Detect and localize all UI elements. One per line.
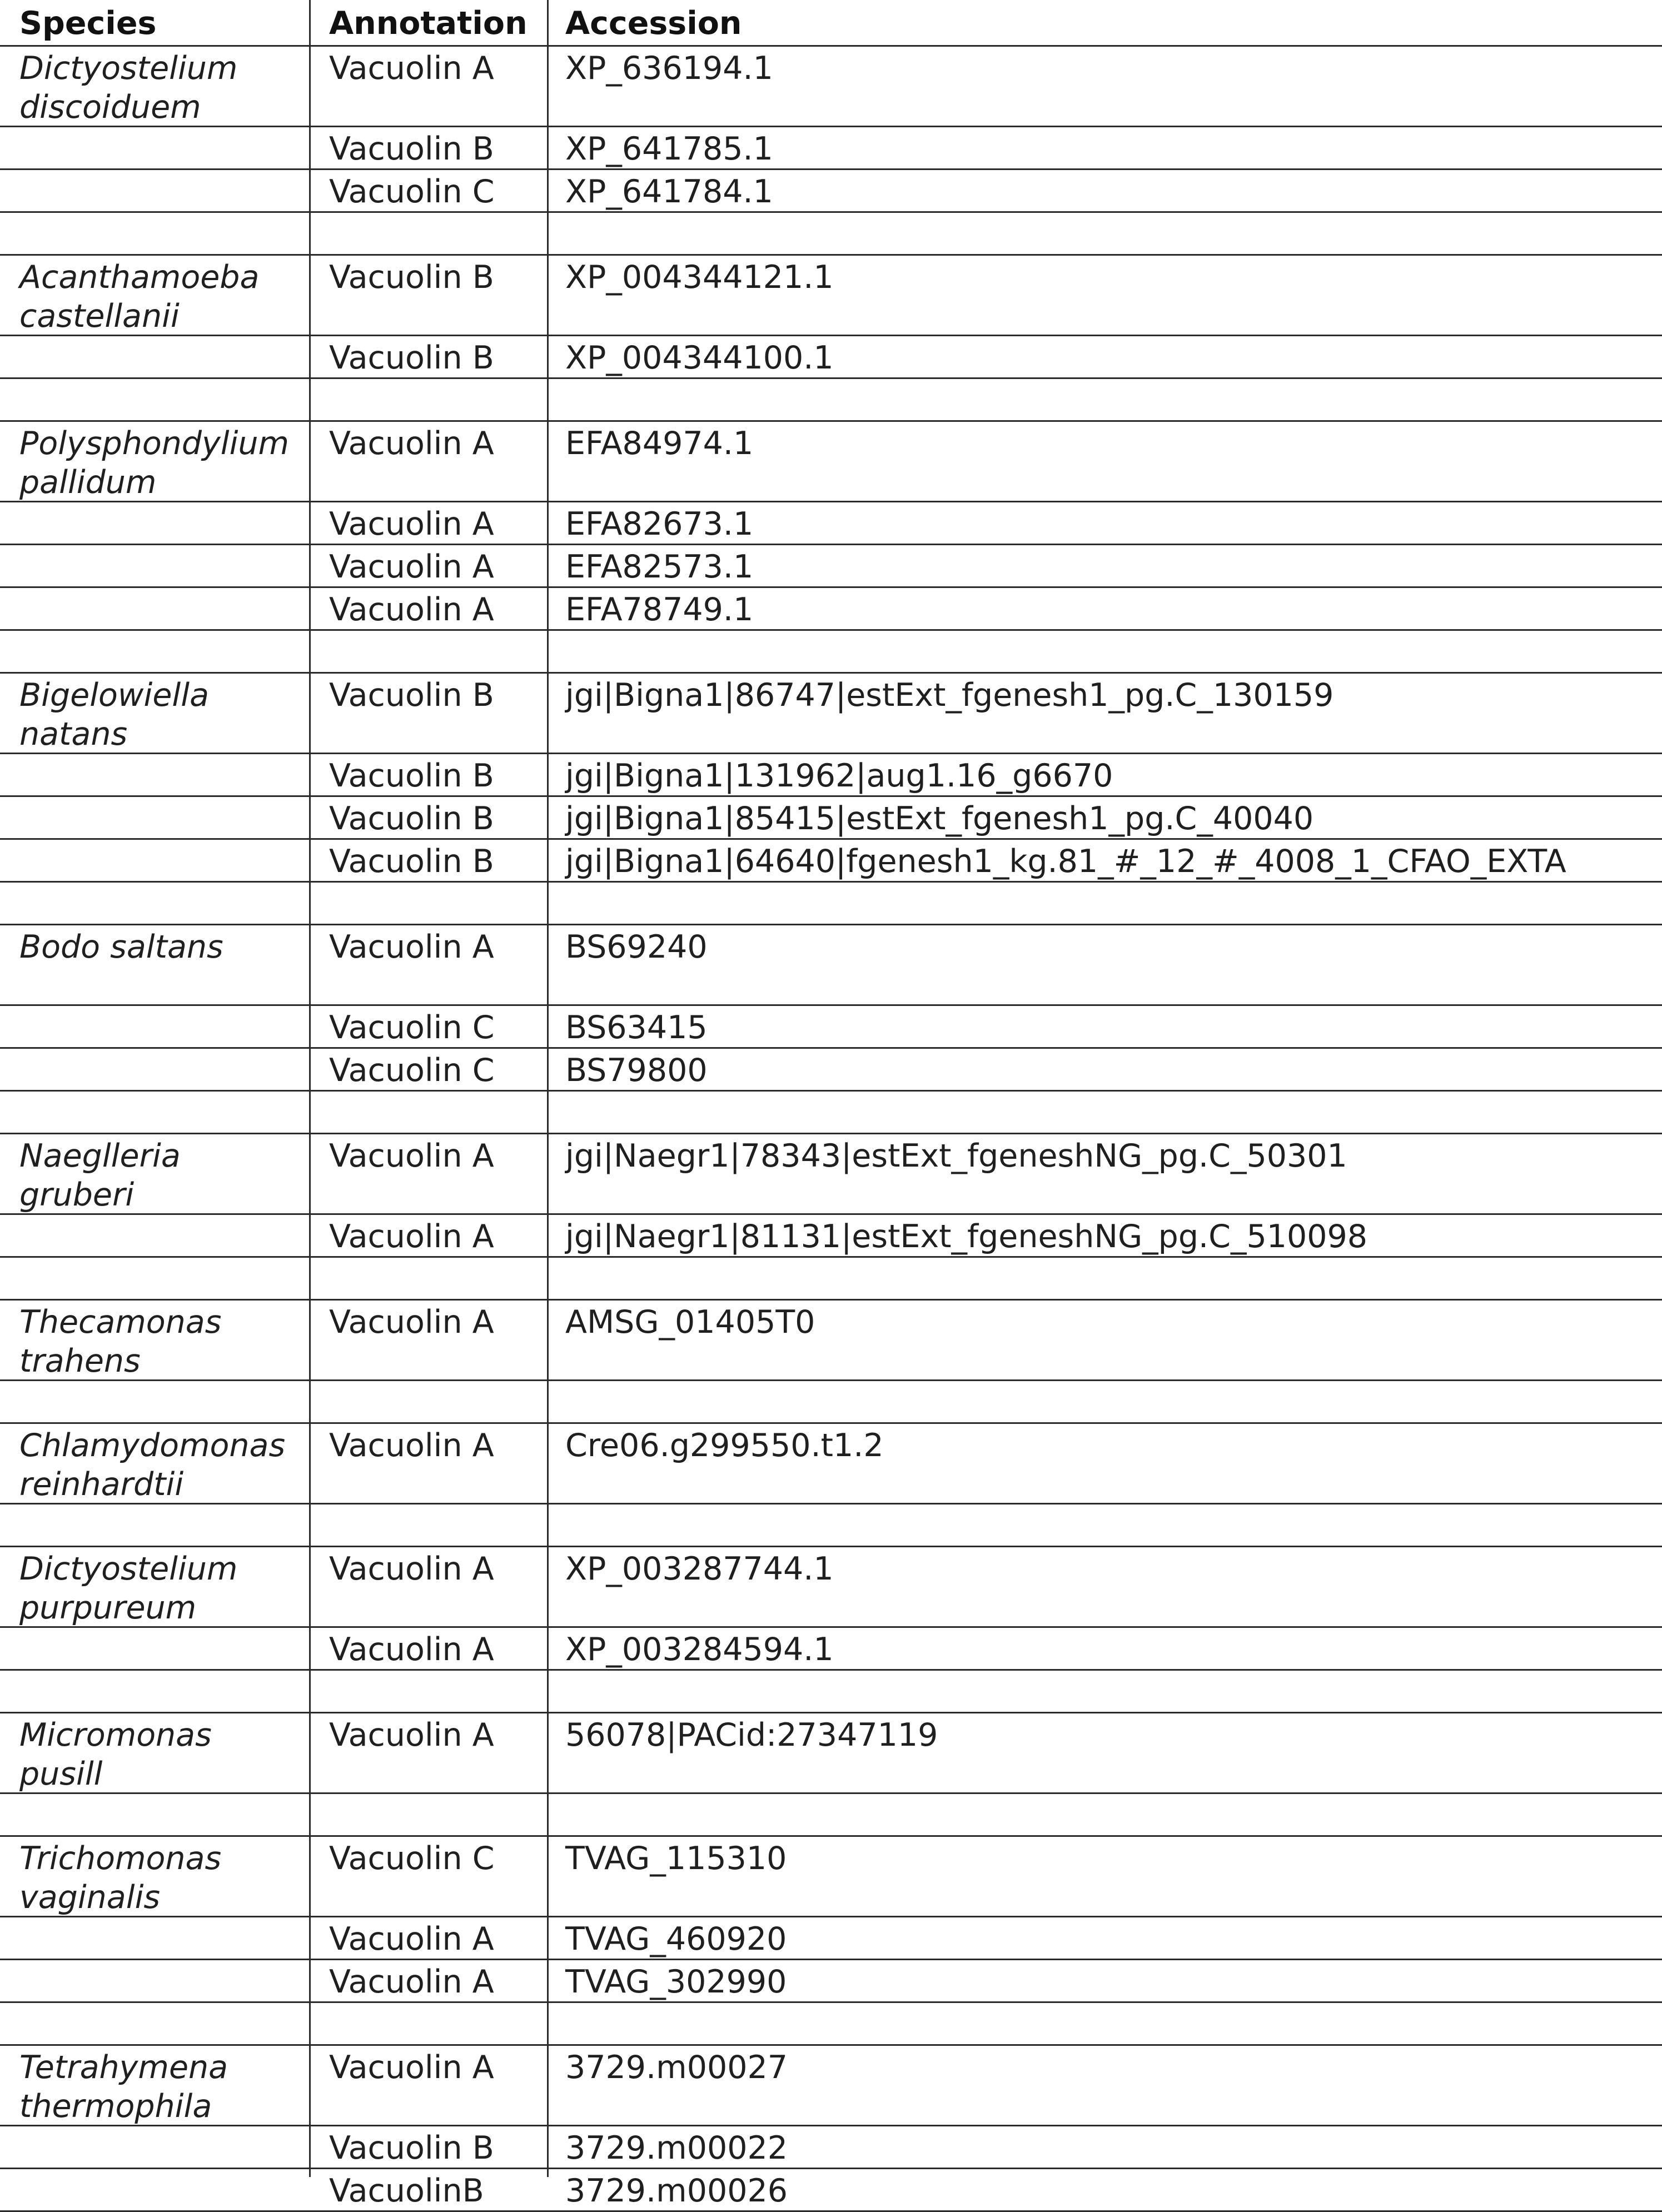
accession-cell: EFA82573.1 — [565, 549, 754, 585]
row-divider — [0, 586, 1662, 588]
row-divider — [0, 1712, 1662, 1713]
row-divider — [0, 1503, 1662, 1504]
species-name: Micromonas pusill — [19, 1717, 212, 1792]
row-divider — [0, 1004, 1662, 1006]
row-divider — [0, 2044, 1662, 2046]
row-divider — [0, 168, 1662, 170]
accession-cell: EFA82673.1 — [565, 506, 754, 542]
accession-cell: jgi|Bigna1|85415|estExt_fgenesh1_pg.C_40040 — [565, 800, 1314, 837]
accession-cell: XP_004344100.1 — [565, 340, 834, 376]
accession-cell: XP_641784.1 — [565, 173, 773, 210]
annotation-cell: Vacuolin B — [329, 758, 494, 794]
annotation-cell: Vacuolin A — [329, 591, 494, 628]
row-divider — [0, 2001, 1662, 2003]
annotation-cell: Vacuolin A — [329, 1304, 494, 1341]
row-divider — [0, 335, 1662, 336]
accession-cell: TVAG_115310 — [565, 1840, 787, 1877]
annotation-cell: Vacuolin A — [329, 506, 494, 542]
row-divider — [0, 501, 1662, 502]
annotation-cell: Vacuolin A — [329, 1717, 494, 1753]
annotation-cell: Vacuolin B — [329, 800, 494, 837]
row-divider — [0, 881, 1662, 883]
annotation-cell: Vacuolin A — [329, 2049, 494, 2086]
annotation-cell: Vacuolin B — [329, 131, 494, 167]
row-divider — [0, 2168, 1662, 2169]
row-divider — [0, 1256, 1662, 1258]
row-divider — [0, 1959, 1662, 1960]
annotation-cell: Vacuolin A — [329, 50, 494, 87]
annotation-cell: Vacuolin A — [329, 1921, 494, 1957]
accession-cell: BS63415 — [565, 1009, 708, 1046]
annotation-cell: Vacuolin A — [329, 1631, 494, 1668]
accession-cell: 3729.m00026 — [565, 2173, 788, 2209]
header-species: Species — [19, 5, 157, 42]
column-divider — [309, 0, 311, 2177]
row-divider — [0, 1835, 1662, 1837]
row-divider — [0, 254, 1662, 256]
annotation-cell: VacuolinB — [329, 2173, 484, 2209]
accession-cell: jgi|Bigna1|64640|fgenesh1_kg.81_#_12_#_4008_1_CFAO_EXTA — [565, 843, 1566, 880]
annotation-cell: Vacuolin C — [329, 1009, 495, 1046]
accession-cell: EFA78749.1 — [565, 591, 754, 628]
row-divider — [0, 1669, 1662, 1671]
annotation-cell: Vacuolin B — [329, 259, 494, 296]
accession-cell: AMSG_01405T0 — [565, 1304, 815, 1341]
annotation-cell: Vacuolin A — [329, 1964, 494, 2000]
accession-cell: TVAG_460920 — [565, 1921, 787, 1957]
row-divider — [0, 1379, 1662, 1381]
header-accession: Accession — [565, 5, 742, 42]
annotation-cell: Vacuolin B — [329, 340, 494, 376]
row-divider — [0, 2125, 1662, 2126]
row-divider — [0, 1047, 1662, 1049]
row-divider — [0, 1792, 1662, 1794]
row-divider — [0, 1213, 1662, 1215]
species-name: Trichomonas vaginalis — [19, 1840, 222, 1916]
annotation-cell: Vacuolin A — [329, 929, 494, 965]
row-divider — [0, 126, 1662, 127]
accession-cell: jgi|Bigna1|86747|estExt_fgenesh1_pg.C_130159 — [565, 677, 1334, 714]
species-name: Tetrahymena thermophila — [19, 2049, 228, 2125]
row-divider — [0, 795, 1662, 797]
species-name: Bodo saltans — [19, 929, 223, 965]
accession-cell: 56078|PACid:27347119 — [565, 1717, 938, 1753]
row-divider — [0, 1133, 1662, 1134]
accession-cell: XP_003287744.1 — [565, 1551, 834, 1587]
row-divider — [0, 629, 1662, 631]
annotation-cell: Vacuolin A — [329, 1551, 494, 1587]
row-divider — [0, 420, 1662, 422]
accession-cell: Cre06.g299550.t1.2 — [565, 1427, 884, 1464]
row-divider — [0, 672, 1662, 674]
annotation-cell: Vacuolin C — [329, 1840, 495, 1877]
annotation-cell: Vacuolin A — [329, 1138, 494, 1174]
row-divider — [0, 1546, 1662, 1547]
species-name: Dictyostelium discoiduem — [19, 50, 238, 126]
row-divider — [0, 753, 1662, 754]
accession-cell: XP_636194.1 — [565, 50, 773, 87]
accession-cell: EFA84974.1 — [565, 425, 754, 462]
row-divider — [0, 45, 1662, 47]
column-divider — [547, 0, 549, 2177]
annotation-cell: Vacuolin C — [329, 1052, 495, 1089]
accession-cell: jgi|Bigna1|131962|aug1.16_g6670 — [565, 758, 1113, 794]
row-divider — [0, 924, 1662, 925]
annotation-cell: Vacuolin B — [329, 2130, 494, 2166]
annotation-cell: Vacuolin B — [329, 677, 494, 714]
annotation-cell: Vacuolin A — [329, 549, 494, 585]
species-name: Polysphondylium pallidum — [19, 425, 290, 501]
row-divider — [0, 1090, 1662, 1092]
row-divider — [0, 1916, 1662, 1917]
row-divider — [0, 1626, 1662, 1628]
annotation-cell: Vacuolin A — [329, 1427, 494, 1464]
row-divider — [0, 1422, 1662, 1424]
row-divider — [0, 211, 1662, 213]
annotation-cell: Vacuolin A — [329, 425, 494, 462]
accession-cell: BS79800 — [565, 1052, 708, 1089]
row-divider — [0, 1299, 1662, 1301]
row-divider — [0, 377, 1662, 379]
row-divider — [0, 544, 1662, 545]
species-name: Dictyostelium purpureum — [19, 1551, 238, 1626]
annotation-cell: Vacuolin A — [329, 1218, 494, 1255]
accession-cell: BS69240 — [565, 929, 708, 965]
species-name: Chlamydomonas reinhardtii — [19, 1427, 286, 1503]
species-name: Thecamonas trahens — [19, 1304, 222, 1379]
accession-cell: 3729.m00027 — [565, 2049, 788, 2086]
annotation-cell: Vacuolin C — [329, 173, 495, 210]
accession-cell: TVAG_302990 — [565, 1964, 787, 2000]
species-name: Bigelowiella natans — [19, 677, 210, 753]
accession-cell: XP_003284594.1 — [565, 1631, 834, 1668]
accession-cell: XP_004344121.1 — [565, 259, 834, 296]
accession-cell: jgi|Naegr1|78343|estExt_fgeneshNG_pg.C_50301 — [565, 1138, 1347, 1174]
species-name: Acanthamoeba castellanii — [19, 259, 260, 335]
header-annotation: Annotation — [329, 5, 528, 42]
annotation-cell: Vacuolin B — [329, 843, 494, 880]
accession-cell: XP_641785.1 — [565, 131, 773, 167]
species-name: Naeglleria gruberi — [19, 1138, 181, 1213]
row-divider — [0, 838, 1662, 840]
accession-cell: jgi|Naegr1|81131|estExt_fgeneshNG_pg.C_510098 — [565, 1218, 1368, 1255]
accession-cell: 3729.m00022 — [565, 2130, 788, 2166]
